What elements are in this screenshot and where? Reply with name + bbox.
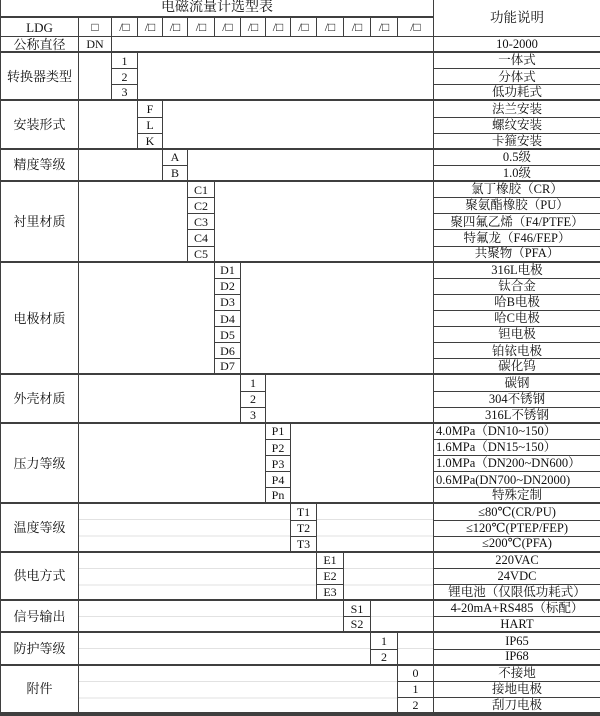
- section-label: 温度等级: [1, 504, 79, 552]
- filler-cell: [79, 666, 398, 714]
- section-label: 供电方式: [1, 553, 79, 601]
- model-slot-cell: /□: [291, 18, 317, 37]
- option-code-cell: P3: [266, 456, 291, 472]
- option-desc-cell: 锂电池（仅限低功耗式）: [434, 585, 600, 601]
- filler-cell: [79, 424, 266, 505]
- filler-cell: [241, 263, 434, 376]
- option-code-cell: D4: [215, 311, 241, 327]
- option-code-cell: 0: [398, 666, 434, 682]
- model-slot-cell: /□: [138, 18, 163, 37]
- filler-cell: [163, 101, 434, 149]
- option-code-cell: 3: [241, 408, 266, 424]
- option-desc-cell: 316L不锈钢: [434, 408, 600, 424]
- option-code-cell: C1: [188, 182, 215, 198]
- option-code-cell: D7: [215, 359, 241, 375]
- section-label: 防护等级: [1, 633, 79, 665]
- filler-cell: [371, 601, 434, 633]
- model-first-slot-cell: □: [79, 18, 112, 37]
- section-label: 外壳材质: [1, 375, 79, 423]
- option-code-cell: P1: [266, 424, 291, 440]
- option-code-cell: D1: [215, 263, 241, 279]
- option-desc-cell: 碳化钨: [434, 359, 600, 375]
- filler-cell: [188, 150, 434, 182]
- filler-cell: [138, 53, 434, 101]
- model-slot-cell: /□: [163, 18, 188, 37]
- option-desc-cell: 24VDC: [434, 569, 600, 585]
- option-desc-cell: 卡箍安装: [434, 134, 600, 150]
- option-desc-cell: 4-20mA+RS485（标配）: [434, 601, 600, 617]
- filler-cell: [398, 633, 434, 665]
- model-slot-cell: /□: [215, 18, 241, 37]
- option-code-cell: C4: [188, 230, 215, 246]
- option-desc-cell: 1.0级: [434, 166, 600, 182]
- option-desc-cell: 哈B电极: [434, 295, 600, 311]
- option-code-cell: P2: [266, 440, 291, 456]
- filler-cell: [79, 101, 138, 149]
- option-code-cell: D6: [215, 343, 241, 359]
- option-code-cell: DN: [79, 37, 112, 53]
- model-prefix-cell: LDG: [1, 18, 79, 37]
- option-desc-cell: IP68: [434, 650, 600, 666]
- section-label: 信号输出: [1, 601, 79, 633]
- filler-cell: [79, 150, 163, 182]
- option-code-cell: C3: [188, 214, 215, 230]
- filler-cell: [266, 375, 434, 423]
- option-code-cell: S2: [344, 617, 371, 633]
- option-code-cell: 1: [112, 53, 138, 69]
- option-code-cell: B: [163, 166, 188, 182]
- filler-cell: [317, 504, 434, 552]
- option-desc-cell: 钽电极: [434, 327, 600, 343]
- option-desc-cell: 特殊定制: [434, 488, 600, 504]
- option-desc-cell: 螺纹安装: [434, 118, 600, 134]
- option-code-cell: Pn: [266, 488, 291, 504]
- option-code-cell: E3: [317, 585, 344, 601]
- option-code-cell: 2: [241, 392, 266, 408]
- option-desc-cell: 刮刀电极: [434, 698, 600, 714]
- option-code-cell: K: [138, 134, 163, 150]
- model-slot-cell: /□: [266, 18, 291, 37]
- model-slot-cell: /□: [344, 18, 371, 37]
- filler-cell: [344, 553, 434, 601]
- option-desc-cell: ≤120℃(PTEP/FEP): [434, 521, 600, 537]
- option-code-cell: F: [138, 101, 163, 117]
- option-code-cell: D3: [215, 295, 241, 311]
- option-code-cell: E1: [317, 553, 344, 569]
- option-code-cell: 3: [112, 85, 138, 101]
- option-code-cell: 1: [371, 633, 398, 649]
- option-desc-cell: 316L电极: [434, 263, 600, 279]
- option-desc-cell: 220VAC: [434, 553, 600, 569]
- option-code-cell: 1: [398, 682, 434, 698]
- section-label: 压力等级: [1, 424, 79, 505]
- option-desc-cell: ≤200℃(PFA): [434, 537, 600, 553]
- section-label: 安装形式: [1, 101, 79, 149]
- function-column-header: 功能说明: [434, 0, 600, 37]
- section-label: 电极材质: [1, 263, 79, 376]
- filler-cell: [79, 633, 371, 665]
- option-desc-cell: 特氟龙（F46/FEP）: [434, 230, 600, 246]
- option-desc-cell: 共聚物（PFA）: [434, 247, 600, 263]
- option-desc-cell: ≤80℃(CR/PU): [434, 504, 600, 520]
- option-desc-cell: 法兰安装: [434, 101, 600, 117]
- option-desc-cell: 分体式: [434, 69, 600, 85]
- filler-cell: [79, 553, 317, 601]
- option-desc-cell: 接地电极: [434, 682, 600, 698]
- option-code-cell: C2: [188, 198, 215, 214]
- filler-cell: [79, 263, 215, 376]
- section-label: 公称直径: [1, 37, 79, 53]
- option-desc-cell: IP65: [434, 633, 600, 649]
- option-desc-cell: 0.6MPa(DN700~DN2000): [434, 472, 600, 488]
- option-code-cell: C5: [188, 247, 215, 263]
- option-desc-cell: 氯丁橡胶（CR）: [434, 182, 600, 198]
- option-desc-cell: 一体式: [434, 53, 600, 69]
- option-code-cell: E2: [317, 569, 344, 585]
- filler-cell: [79, 53, 112, 101]
- option-desc-cell: 1.6MPa（DN15~150）: [434, 440, 600, 456]
- filler-cell: [291, 424, 434, 505]
- model-slot-cell: /□: [241, 18, 266, 37]
- filler-cell: [79, 182, 188, 263]
- option-code-cell: T2: [291, 521, 317, 537]
- option-desc-cell: 0.5级: [434, 150, 600, 166]
- option-desc-cell: 聚氨酯橡胶（PU）: [434, 198, 600, 214]
- model-slot-cell: /□: [188, 18, 215, 37]
- option-code-cell: D2: [215, 279, 241, 295]
- section-label: 精度等级: [1, 150, 79, 182]
- option-code-cell: T3: [291, 537, 317, 553]
- model-slot-cell: /□: [398, 18, 434, 37]
- section-label: 附件: [1, 666, 79, 714]
- filler-cell: [79, 601, 344, 633]
- option-code-cell: 2: [398, 698, 434, 714]
- option-code-cell: L: [138, 118, 163, 134]
- filler-cell: [79, 504, 291, 552]
- option-code-cell: 1: [241, 375, 266, 391]
- option-desc-cell: 不接地: [434, 666, 600, 682]
- option-code-cell: D5: [215, 327, 241, 343]
- section-label: 转换器类型: [1, 53, 79, 101]
- option-desc-cell: 哈C电极: [434, 311, 600, 327]
- option-desc-cell: HART: [434, 617, 600, 633]
- filler-cell: [112, 37, 434, 53]
- model-slot-cell: /□: [371, 18, 398, 37]
- option-desc-cell: 聚四氟乙烯（F4/PTFE）: [434, 214, 600, 230]
- option-desc-cell: 低功耗式: [434, 85, 600, 101]
- model-slot-cell: /□: [112, 18, 138, 37]
- option-code-cell: P4: [266, 472, 291, 488]
- filler-cell: [215, 182, 434, 263]
- option-desc-cell: 1.0MPa（DN200~DN600）: [434, 456, 600, 472]
- option-desc-cell: 10-2000: [434, 37, 600, 53]
- option-desc-cell: 4.0MPa（DN10~150）: [434, 424, 600, 440]
- model-slot-cell: /□: [317, 18, 344, 37]
- option-desc-cell: 304不锈钢: [434, 392, 600, 408]
- option-code-cell: 2: [371, 650, 398, 666]
- option-code-cell: S1: [344, 601, 371, 617]
- option-code-cell: A: [163, 150, 188, 166]
- filler-cell: [79, 375, 241, 423]
- option-code-cell: 2: [112, 69, 138, 85]
- option-desc-cell: 钛合金: [434, 279, 600, 295]
- table-title: 电磁流量计选型表: [1, 0, 434, 18]
- option-desc-cell: 铂铱电极: [434, 343, 600, 359]
- option-desc-cell: 碳钢: [434, 375, 600, 391]
- option-code-cell: T1: [291, 504, 317, 520]
- section-label: 衬里材质: [1, 182, 79, 263]
